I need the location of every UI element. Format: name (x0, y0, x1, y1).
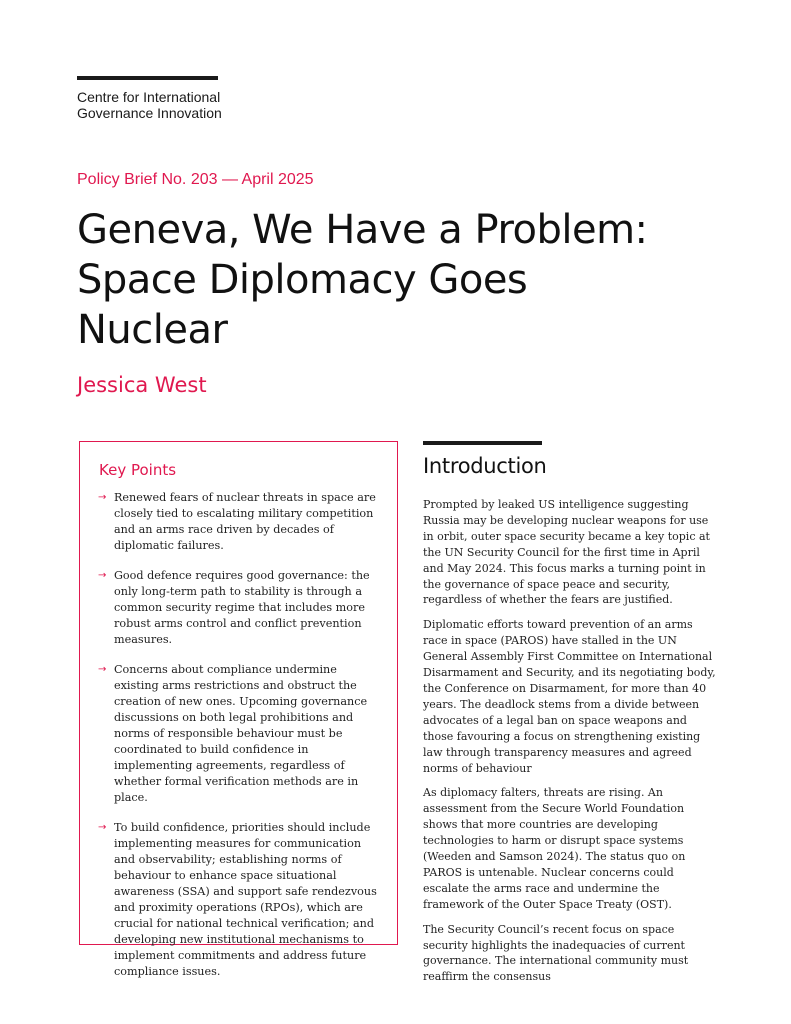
author-name: Jessica West (77, 373, 207, 397)
key-point-text: Renewed fears of nuclear threats in space are closely tied to escalating military competition and an arms race driven by decades of diplomatic failures. (114, 491, 376, 552)
arrow-right-icon: → (98, 822, 107, 833)
key-point-item (98, 662, 380, 806)
arrow-right-icon: → (98, 664, 107, 675)
header-rule (77, 76, 218, 80)
key-points-list (98, 490, 380, 994)
document-title-line-2: Space Diplomacy Goes (77, 257, 528, 303)
introduction-paragraph: Diplomatic efforts toward prevention of an arms race in space (PAROS) have stalled in the UN General Assembly First Committee on International Disarmament and Security, and its negotiating body, the Conference on Disarmament, for more than 40 years. The deadlock stems from a divide between advocates of a legal ban on space weapons and those favouring a focus on strengthening existing law through transparency measures and agreed norms of behaviour (423, 618, 716, 775)
policy-brief-number: Policy Brief No. 203 — April 2025 (77, 171, 314, 188)
introduction-heading: Introduction (423, 454, 547, 478)
key-points-heading: Key Points (99, 461, 177, 479)
introduction-body (423, 497, 718, 984)
key-points-box (79, 441, 398, 978)
organization-name-line-2: Governance Innovation (77, 105, 222, 121)
introduction-paragraph: Prompted by leaked US intelligence suggesting Russia may be developing nuclear weapons for use in orbit, outer space security became a key topic at the UN Security Council for the first time in April and May 2024. This focus marks a turning point in the governance of space peace and security, regardless of whether the fears are justified. (423, 498, 710, 607)
document-title-line-3: Nuclear (77, 307, 228, 353)
introduction-rule (423, 441, 542, 445)
introduction-paragraph: The Security Council’s recent focus on space security highlights the inadequacies of current governance. The international community must reaffirm the consensus (423, 922, 689, 984)
key-point-text: Good defence requires good governance: the only long-term path to stability is through a common security regime that includes more robust arms control and conflict prevention measures. (114, 569, 370, 646)
key-point-text: Concerns about compliance undermine existing arms restrictions and obstruct the creation of new ones. Upcoming governance discussions on both legal prohibitions and norms of responsible behaviour must be coordinated to build confidence in implementing agreements, regardless of whether formal verification methods are in place. (114, 663, 368, 804)
organization-name-line-1: Centre for International (77, 89, 221, 105)
organization-name (77, 89, 277, 121)
arrow-right-icon: → (98, 492, 107, 503)
key-point-item (98, 820, 380, 980)
key-point-text: To build confidence, priorities should include implementing measures for communication and observability; establishing norms of behaviour to enhance space situational awareness (SSA) and support safe rendezvous and proximity operations (RPOs), which are crucial for national technical verification; and developing new institutional mechanisms to implement commitments and address future compliance issues. (114, 821, 377, 978)
key-point-item (98, 568, 380, 648)
arrow-right-icon: → (98, 570, 107, 581)
key-point-item (98, 490, 380, 554)
introduction-paragraph: As diplomacy falters, threats are rising. An assessment from the Secure World Foundation shows that more countries are developing technologies to harm or disrupt space systems (Weeden and Samson 2024). The status quo on PAROS is untenable. Nuclear concerns could escalate the arms race and undermine the framework of the Outer Space Treaty (OST). (423, 786, 686, 911)
document-title-line-1: Geneva, We Have a Problem: (77, 207, 648, 253)
document-title (77, 205, 717, 355)
